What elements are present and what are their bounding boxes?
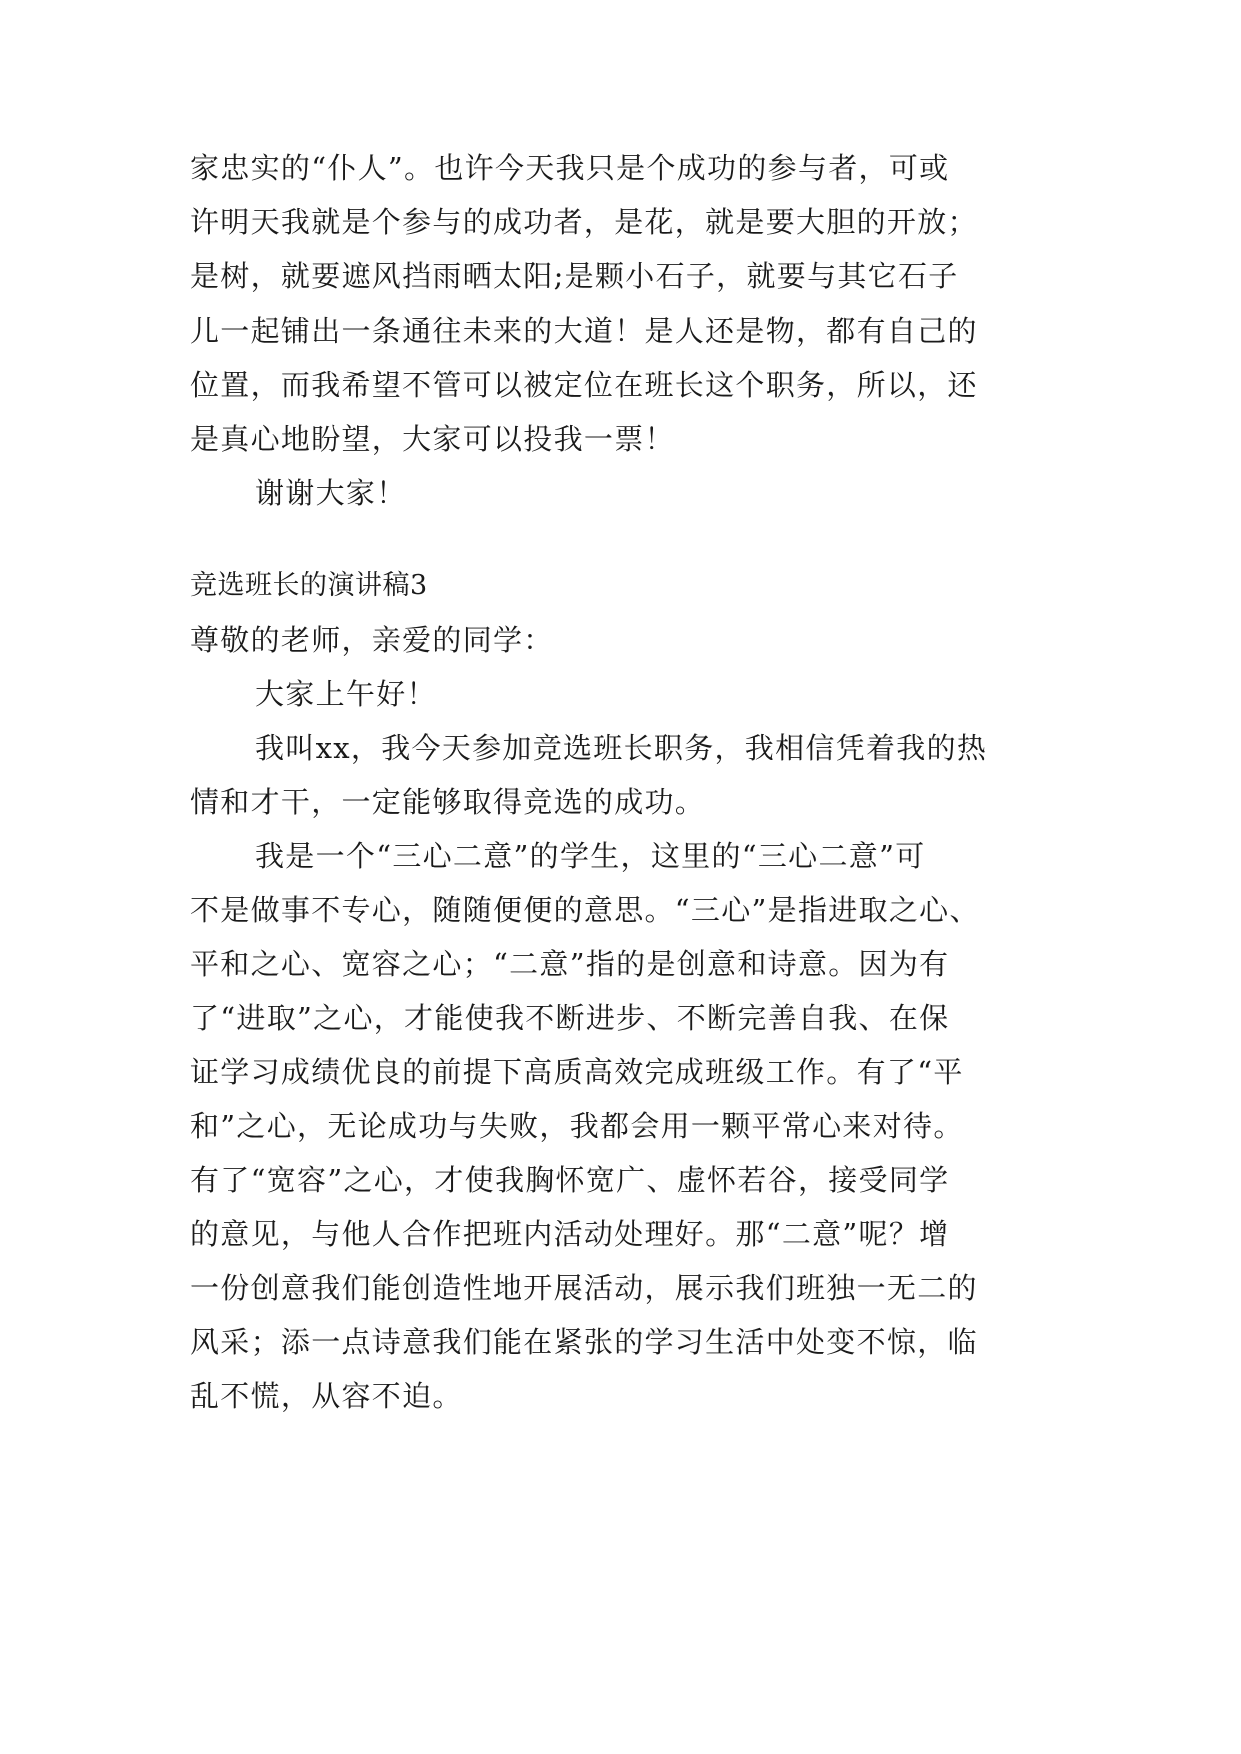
- section-heading: 竞选班长的演讲稿3: [190, 570, 428, 601]
- paragraph-line: 位置，而我希望不管可以被定位在班长这个职务，所以，还: [190, 368, 978, 402]
- greeting: 大家上午好！: [255, 677, 437, 711]
- paragraph-line: 证学习成绩优良的前提下高质高效完成班级工作。有了“平: [190, 1055, 964, 1089]
- paragraph-line: 乱不慌，从容不迫。: [190, 1379, 463, 1413]
- paragraph-line: 是树，就要遮风挡雨晒太阳;是颗小石子，就要与其它石子: [190, 259, 959, 293]
- paragraph-line: 和”之心，无论成功与失败，我都会用一颗平常心来对待。: [190, 1109, 964, 1143]
- paragraph-line: 许明天我就是个参与的成功者，是花，就是要大胆的开放；: [190, 205, 978, 239]
- paragraph-line: 了“进取”之心，才能使我不断进步、不断完善自我、在保: [190, 1001, 950, 1035]
- paragraph-line: 是真心地盼望，大家可以投我一票！: [190, 422, 675, 456]
- paragraph-line: 的意见，与他人合作把班内活动处理好。那“二意”呢？增: [190, 1217, 950, 1251]
- paragraph-line: 平和之心、宽容之心；“二意”指的是创意和诗意。因为有: [190, 947, 950, 981]
- paragraph-line: 一份创意我们能创造性地开展活动，展示我们班独一无二的: [190, 1271, 978, 1305]
- paragraph-line: 家忠实的“仆人”。也许今天我只是个成功的参与者，可或: [190, 151, 950, 185]
- paragraph-line: 儿一起铺出一条通往未来的大道！是人还是物，都有自己的: [190, 314, 978, 348]
- paragraph-line: 我叫xx，我今天参加竞选班长职务，我相信凭着我的热: [255, 731, 988, 765]
- paragraph-line: 风采；添一点诗意我们能在紧张的学习生活中处变不惊，临: [190, 1325, 978, 1359]
- thanks-line: 谢谢大家！: [255, 476, 407, 510]
- paragraph-line: 我是一个“三心二意”的学生，这里的“三心二意”可: [255, 839, 926, 873]
- paragraph-line: 有了“宽容”之心，才使我胸怀宽广、虚怀若谷，接受同学: [190, 1163, 950, 1197]
- paragraph-line: 不是做事不专心，随随便便的意思。“三心”是指进取之心、: [190, 893, 980, 927]
- paragraph-line: 情和才干，一定能够取得竞选的成功。: [190, 785, 706, 819]
- salutation: 尊敬的老师，亲爱的同学：: [190, 623, 554, 657]
